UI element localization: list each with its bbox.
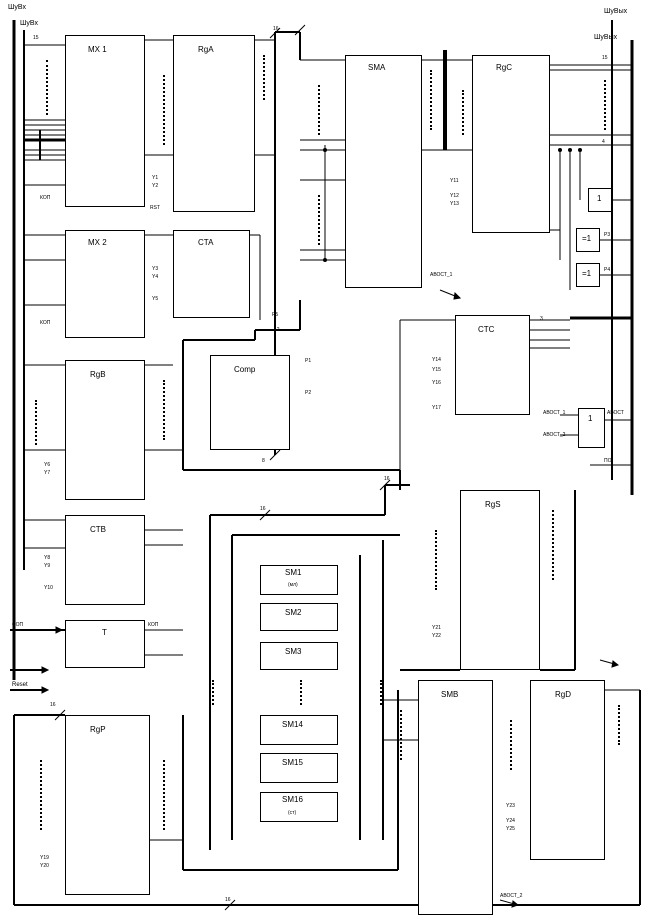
cta-title: CTA (198, 238, 214, 247)
rgb-block (65, 360, 145, 500)
bus-dots (435, 530, 437, 590)
comp-title: Comp (234, 365, 256, 374)
width-label: 16 (50, 702, 56, 708)
smb-title: SMB (441, 690, 459, 699)
sm-dots (380, 680, 382, 705)
smb-block (418, 680, 493, 915)
sma-block (345, 55, 422, 288)
bus-in-label: ШуВх (8, 4, 27, 11)
y20-label: Y20 (40, 863, 49, 869)
sm14-title: SM14 (282, 720, 303, 729)
y21-label: Y21 (432, 625, 441, 631)
width-label: 4 (602, 139, 605, 145)
y19-label: Y19 (40, 855, 49, 861)
bus-dots (163, 760, 165, 830)
kop2-label: КОП (40, 320, 51, 326)
y16-label: Y16 (432, 380, 441, 386)
p5-label: P5 (272, 312, 279, 318)
bus-dots (40, 760, 42, 830)
xor-gate-2-label: =1 (582, 269, 592, 278)
avost1-label: АВОСТ_1 (430, 272, 453, 278)
ctb-title: CTB (90, 525, 106, 534)
y24-label: Y24 (506, 818, 515, 824)
bus-dots (430, 70, 432, 130)
width-label: 12 (274, 327, 280, 333)
rst-label: RST (150, 205, 160, 211)
sm1-subtitle: (мл) (288, 582, 298, 588)
width-label: 3 (540, 316, 543, 322)
ctc-title: CTC (478, 325, 495, 334)
bus-dots (35, 400, 37, 445)
rgd-title: RgD (555, 690, 572, 699)
y6-label: Y6 (44, 462, 51, 468)
sm3-title: SM3 (285, 647, 302, 656)
bus-dots (552, 510, 554, 580)
rgs-title: RgS (485, 500, 501, 509)
mx2-title: MX 2 (88, 238, 107, 247)
y11-label: Y11 (450, 178, 459, 184)
bus-in-label-2: ШуВх (20, 20, 39, 27)
avost-gate-label: 1 (588, 414, 593, 423)
width-label: 16 (225, 897, 231, 903)
sm-dots (212, 680, 214, 705)
y7-label: Y7 (44, 470, 51, 476)
bus-dots (163, 380, 165, 440)
mx1-block (65, 35, 145, 207)
bus-dots (462, 90, 464, 135)
bus-dots (318, 85, 320, 135)
y8-label: Y8 (44, 555, 51, 561)
sm16-title: SM16 (282, 795, 303, 804)
width-label: 16 (260, 506, 266, 512)
rga-title: RgA (198, 45, 214, 54)
rgp-title: RgP (90, 725, 106, 734)
width-label: 15 (602, 55, 608, 61)
sm15-title: SM15 (282, 758, 303, 767)
bus-dots (510, 720, 512, 770)
t-title: T (102, 628, 107, 637)
y2-label: Y2 (152, 183, 159, 189)
width-label: 15 (33, 35, 39, 41)
xor-gate-1-label: =1 (582, 234, 592, 243)
sma-title: SMA (368, 63, 386, 72)
bus-dots (604, 80, 606, 130)
y3-label: Y3 (152, 266, 159, 272)
avost2-label: АВОСТ_2 (500, 893, 523, 899)
kop3-label: КОП (148, 622, 159, 628)
width-label: 8 (262, 458, 265, 464)
p4-label: P4 (604, 267, 611, 273)
bus-dots (318, 195, 320, 245)
avost2b-label: АВОСТ_2 (543, 432, 566, 438)
width-label: 16 (273, 26, 279, 32)
y4-label: Y4 (152, 274, 159, 280)
y25-label: Y25 (506, 826, 515, 832)
sm1-title: SM1 (285, 568, 302, 577)
y13-label: Y13 (450, 201, 459, 207)
p2-label: P2 (305, 390, 312, 396)
y15-label: Y15 (432, 367, 441, 373)
y14-label: Y14 (432, 357, 441, 363)
avost-out-label: АВОСТ (607, 410, 624, 416)
y22-label: Y22 (432, 633, 441, 639)
po-label: ПО (604, 458, 612, 464)
rgd-block (530, 680, 605, 860)
rgc-title: RgC (496, 63, 513, 72)
y23-label: Y23 (506, 803, 515, 809)
and-gate-label: 1 (597, 194, 602, 203)
bus-out-label-2: ШуВых (594, 34, 618, 41)
kop1-label: КОП (40, 195, 51, 201)
y1-label: Y1 (152, 175, 159, 181)
avost1b-label: АВОСТ_1 (543, 410, 566, 416)
reset-label: Reset (12, 682, 28, 688)
bus-dots (263, 55, 265, 100)
p1-label: P1 (305, 358, 312, 364)
y5-label: Y5 (152, 296, 159, 302)
y12-label: Y12 (450, 193, 459, 199)
rga-block (173, 35, 255, 212)
cop-label: COП (12, 622, 24, 628)
rgb-title: RgB (90, 370, 106, 379)
width-label: 16 (384, 476, 390, 482)
y10-label: Y10 (44, 585, 53, 591)
bus-dots (163, 75, 165, 145)
sm2-title: SM2 (285, 608, 302, 617)
rgp-block (65, 715, 150, 895)
mx1-title: MX 1 (88, 45, 107, 54)
rgs-block (460, 490, 540, 670)
bus-out-label: ШуВых (604, 8, 628, 15)
sm-dots (300, 680, 302, 705)
y9-label: Y9 (44, 563, 51, 569)
y17-label: Y17 (432, 405, 441, 411)
bus-dots (400, 710, 402, 760)
bus-dots (46, 60, 48, 115)
rgc-block (472, 55, 550, 233)
sm16-subtitle: (ст) (288, 810, 297, 816)
bus-dots (618, 705, 620, 745)
p3-label: P3 (604, 232, 611, 238)
